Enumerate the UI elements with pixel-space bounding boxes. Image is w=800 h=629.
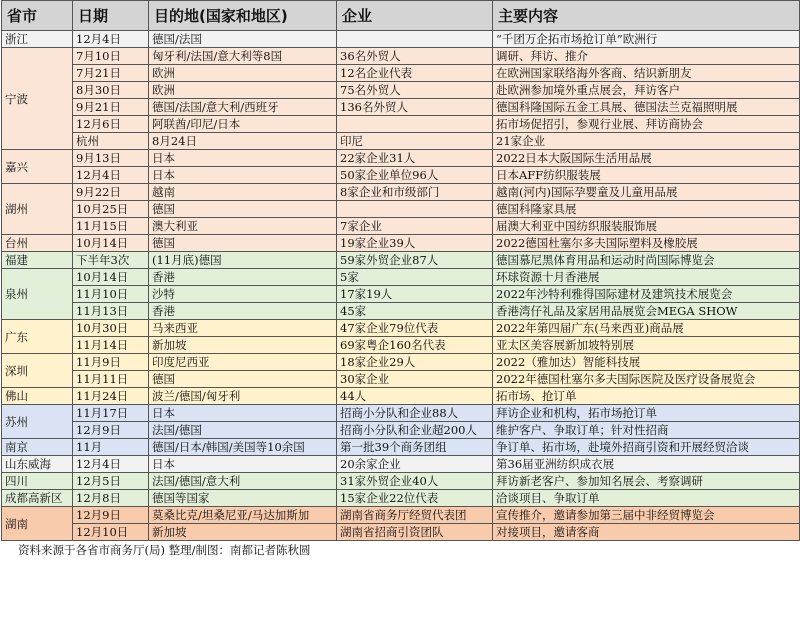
table-row xyxy=(2,337,800,354)
table-row xyxy=(2,354,800,371)
content-cell: 宣传推介，邀请参加第三届中非经贸博览会 xyxy=(493,507,800,524)
enterprise-cell: 招商小分队和企业88人 xyxy=(337,405,493,422)
date-cell: 10月14日 xyxy=(73,269,149,286)
enterprise-cell: 8家企业和市级部门 xyxy=(337,184,493,201)
table-row xyxy=(2,116,800,133)
table-row xyxy=(2,184,800,201)
enterprise-cell: 45家 xyxy=(337,303,493,320)
content-cell: 2022（雅加达）智能科技展 xyxy=(493,354,800,371)
destination-cell: 德国/法国 xyxy=(149,31,337,48)
destination-cell: 香港 xyxy=(149,303,337,320)
table-row xyxy=(2,439,800,456)
source-footnote: 资料来源于各省市商务厅(局) 整理/制图：南都记者陈秋圆 xyxy=(18,543,311,557)
date-cell: 11月15日 xyxy=(73,218,149,235)
header-row xyxy=(2,1,800,31)
date-cell: 11月9日 xyxy=(73,354,149,371)
date-cell: 12月9日 xyxy=(73,507,149,524)
content-cell: 2022日本大阪国际生活用品展 xyxy=(493,150,800,167)
destination-cell: 日本 xyxy=(149,456,337,473)
enterprise-cell: 50家企业单位96人 xyxy=(337,167,493,184)
destination-cell: 新加坡 xyxy=(149,524,337,541)
destination-cell: 印尼 xyxy=(337,133,493,150)
content-cell: 拜访企业和机构，拓市场抢订单 xyxy=(493,405,800,422)
content-cell: 拓市场、抢订单 xyxy=(493,388,800,405)
enterprise-cell: 30家企业 xyxy=(337,371,493,388)
province-cell: 广东 xyxy=(2,320,73,354)
content-cell: 德国科隆家具展 xyxy=(493,201,800,218)
province-cell: 杭州 xyxy=(73,133,149,150)
content-cell: 2022德国杜塞尔多夫国际塑料及橡胶展 xyxy=(493,235,800,252)
table-row xyxy=(2,201,800,218)
date-cell: 7月21日 xyxy=(73,65,149,82)
province-cell: 湖南 xyxy=(2,507,73,541)
province-cell: 苏州 xyxy=(2,405,73,439)
enterprise-cell: 59家外贸企业87人 xyxy=(337,252,493,269)
province-cell: 福建 xyxy=(2,252,73,269)
header-date: 日期 xyxy=(73,1,149,31)
content-cell: 日本AFF纺织服装展 xyxy=(493,167,800,184)
enterprise-cell: 69家粤企160名代表 xyxy=(337,337,493,354)
province-cell: 四川 xyxy=(2,473,73,490)
table-row xyxy=(2,65,800,82)
content-cell: 德国慕尼黑体育用品和运动时尚国际博览会 xyxy=(493,252,800,269)
destination-cell: 日本 xyxy=(149,167,337,184)
table-row xyxy=(2,422,800,439)
enterprise-cell: 19家企业39人 xyxy=(337,235,493,252)
date-cell: 8月24日 xyxy=(149,133,337,150)
enterprise-cell: 18家企业29人 xyxy=(337,354,493,371)
date-cell: 12月4日 xyxy=(73,167,149,184)
date-cell: 12月9日 xyxy=(73,422,149,439)
province-cell: 深圳 xyxy=(2,354,73,388)
table-row xyxy=(2,82,800,99)
table-row xyxy=(2,235,800,252)
destination-cell: 澳大利亚 xyxy=(149,218,337,235)
destination-cell: 德国/法国/意大利/西班牙 xyxy=(149,99,337,116)
date-cell: 12月10日 xyxy=(73,524,149,541)
content-cell: 2022年沙特利雅得国际建材及建筑技术展览会 xyxy=(493,286,800,303)
table-row xyxy=(2,48,800,65)
table-row xyxy=(2,167,800,184)
destination-cell: 德国/日本/韩国/美国等10余国 xyxy=(149,439,337,456)
province-cell: 南京 xyxy=(2,439,73,456)
date-cell: 11月 xyxy=(73,439,149,456)
content-cell: 越南(河内)国际孕婴童及儿童用品展 xyxy=(493,184,800,201)
date-cell: 12月6日 xyxy=(73,116,149,133)
province-cell: 湖州 xyxy=(2,184,73,235)
enterprise-cell: 5家 xyxy=(337,269,493,286)
destination-cell: 德国等国家 xyxy=(149,490,337,507)
table-row xyxy=(2,133,800,150)
enterprise-cell: 12名企业代表 xyxy=(337,65,493,82)
enterprise-cell: 17家19人 xyxy=(337,286,493,303)
enterprise-cell: 招商小分队和企业超200人 xyxy=(337,422,493,439)
content-cell: 维护客户、争取订单；针对性招商 xyxy=(493,422,800,439)
enterprise-cell xyxy=(337,201,493,218)
content-cell: 洽谈项目、争取订单 xyxy=(493,490,800,507)
destination-cell: 德国 xyxy=(149,201,337,218)
date-cell: 9月22日 xyxy=(73,184,149,201)
table-row xyxy=(2,252,800,269)
destination-cell: 欧洲 xyxy=(149,82,337,99)
enterprise-cell: 21家企业 xyxy=(493,133,800,150)
destination-cell: 印度尼西亚 xyxy=(149,354,337,371)
enterprise-cell: 44人 xyxy=(337,388,493,405)
content-cell: 香港湾仔礼品及家居用品展览会MEGA SHOW xyxy=(493,303,800,320)
enterprise-cell: 第一批39个商务团组 xyxy=(337,439,493,456)
enterprise-cell: 7家企业 xyxy=(337,218,493,235)
destination-cell: 马来西亚 xyxy=(149,320,337,337)
province-cell: 佛山 xyxy=(2,388,73,405)
table-row xyxy=(2,218,800,235)
enterprise-cell xyxy=(337,31,493,48)
table-row xyxy=(2,456,800,473)
destination-cell: 越南 xyxy=(149,184,337,201)
province-cell: 台州 xyxy=(2,235,73,252)
province-cell: 浙江 xyxy=(2,31,73,48)
content-cell: 对接项目，邀请客商 xyxy=(493,524,800,541)
enterprise-cell: 75名外贸人 xyxy=(337,82,493,99)
province-cell: 泉州 xyxy=(2,269,73,320)
enterprise-cell: 湖南省商务厅经贸代表团 xyxy=(337,507,493,524)
table-row xyxy=(2,507,800,524)
content-cell: 第36届亚洲纺织成衣展 xyxy=(493,456,800,473)
header-content: 主要内容 xyxy=(493,1,800,31)
date-cell: 11月14日 xyxy=(73,337,149,354)
destination-cell: (11月底)德国 xyxy=(149,252,337,269)
date-cell: 9月21日 xyxy=(73,99,149,116)
province-cell: 成都高新区 xyxy=(2,490,73,507)
date-cell: 7月10日 xyxy=(73,48,149,65)
table-row xyxy=(2,388,800,405)
enterprise-cell: 20余家企业 xyxy=(337,456,493,473)
exchange-table xyxy=(1,0,800,541)
table-row xyxy=(2,405,800,422)
destination-cell: 波兰/德国/匈牙利 xyxy=(149,388,337,405)
destination-cell: 法国/德国/意大利 xyxy=(149,473,337,490)
enterprise-cell: 湖南省招商引资团队 xyxy=(337,524,493,541)
destination-cell: 日本 xyxy=(149,150,337,167)
table-row xyxy=(2,31,800,48)
province-cell: 嘉兴 xyxy=(2,150,73,184)
content-cell: 争订单、拓市场，赴境外招商引资和开展经贸洽谈 xyxy=(493,439,800,456)
content-cell: 届澳大利亚中国纺织服装服饰展 xyxy=(493,218,800,235)
enterprise-cell: 22家企业31人 xyxy=(337,150,493,167)
destination-cell: 莫桑比克/坦桑尼亚/马达加斯加 xyxy=(149,507,337,524)
content-cell: 德国科隆国际五金工具展、德国法兰克福照明展 xyxy=(493,99,800,116)
table-row xyxy=(2,320,800,337)
date-cell: 9月13日 xyxy=(73,150,149,167)
header-enterprise: 企业 xyxy=(337,1,493,31)
content-cell: 在欧洲国家联络海外客商、结识新朋友 xyxy=(493,65,800,82)
table-row xyxy=(2,524,800,541)
date-cell: 11月13日 xyxy=(73,303,149,320)
content-cell: 调研、拜访、推介 xyxy=(493,48,800,65)
enterprise-cell xyxy=(337,116,493,133)
date-cell: 8月30日 xyxy=(73,82,149,99)
enterprise-cell: 47家企业79位代表 xyxy=(337,320,493,337)
table-row xyxy=(2,286,800,303)
enterprise-cell: 136名外贸人 xyxy=(337,99,493,116)
content-cell: 环球资源十月香港展 xyxy=(493,269,800,286)
enterprise-cell: 36名外贸人 xyxy=(337,48,493,65)
province-cell: 宁波 xyxy=(2,48,73,150)
content-cell: 2022年第四届广东(马来西亚)商品展 xyxy=(493,320,800,337)
date-cell: 11月24日 xyxy=(73,388,149,405)
date-cell: 12月4日 xyxy=(73,456,149,473)
date-cell: 10月25日 xyxy=(73,201,149,218)
date-cell: 11月10日 xyxy=(73,286,149,303)
content-cell: 拓市场促招引，参观行业展、拜访商协会 xyxy=(493,116,800,133)
table-row xyxy=(2,269,800,286)
date-cell: 下半年3次 xyxy=(73,252,149,269)
destination-cell: 欧洲 xyxy=(149,65,337,82)
date-cell: 12月4日 xyxy=(73,31,149,48)
table-row xyxy=(2,150,800,167)
destination-cell: 德国 xyxy=(149,371,337,388)
destination-cell: 法国/德国 xyxy=(149,422,337,439)
destination-cell: 阿联酋/印尼/日本 xyxy=(149,116,337,133)
header-province: 省市 xyxy=(2,1,73,31)
date-cell: 10月14日 xyxy=(73,235,149,252)
content-cell: 拜访新老客户、参加知名展会、考察调研 xyxy=(493,473,800,490)
date-cell: 10月30日 xyxy=(73,320,149,337)
destination-cell: 香港 xyxy=(149,269,337,286)
province-cell: 山东威海 xyxy=(2,456,73,473)
destination-cell: 德国 xyxy=(149,235,337,252)
content-cell: 亚太区美容展新加坡特别展 xyxy=(493,337,800,354)
enterprise-cell: 31家外贸企业40人 xyxy=(337,473,493,490)
table-row xyxy=(2,99,800,116)
destination-cell: 沙特 xyxy=(149,286,337,303)
table-row xyxy=(2,490,800,507)
enterprise-cell: 15家企业22位代表 xyxy=(337,490,493,507)
date-cell: 11月11日 xyxy=(73,371,149,388)
header-destination: 目的地(国家和地区) xyxy=(149,1,337,31)
destination-cell: 日本 xyxy=(149,405,337,422)
table-row xyxy=(2,303,800,320)
date-cell: 12月8日 xyxy=(73,490,149,507)
content-cell: “千团万企拓市场抢订单”欧洲行 xyxy=(493,31,800,48)
table-row xyxy=(2,473,800,490)
destination-cell: 匈牙利/法国/意大利等8国 xyxy=(149,48,337,65)
content-cell: 赴欧洲参加境外重点展会，拜访客户 xyxy=(493,82,800,99)
date-cell: 11月17日 xyxy=(73,405,149,422)
date-cell: 12月5日 xyxy=(73,473,149,490)
table-row xyxy=(2,371,800,388)
destination-cell: 新加坡 xyxy=(149,337,337,354)
content-cell: 2022年德国杜塞尔多夫国际医院及医疗设备展览会 xyxy=(493,371,800,388)
